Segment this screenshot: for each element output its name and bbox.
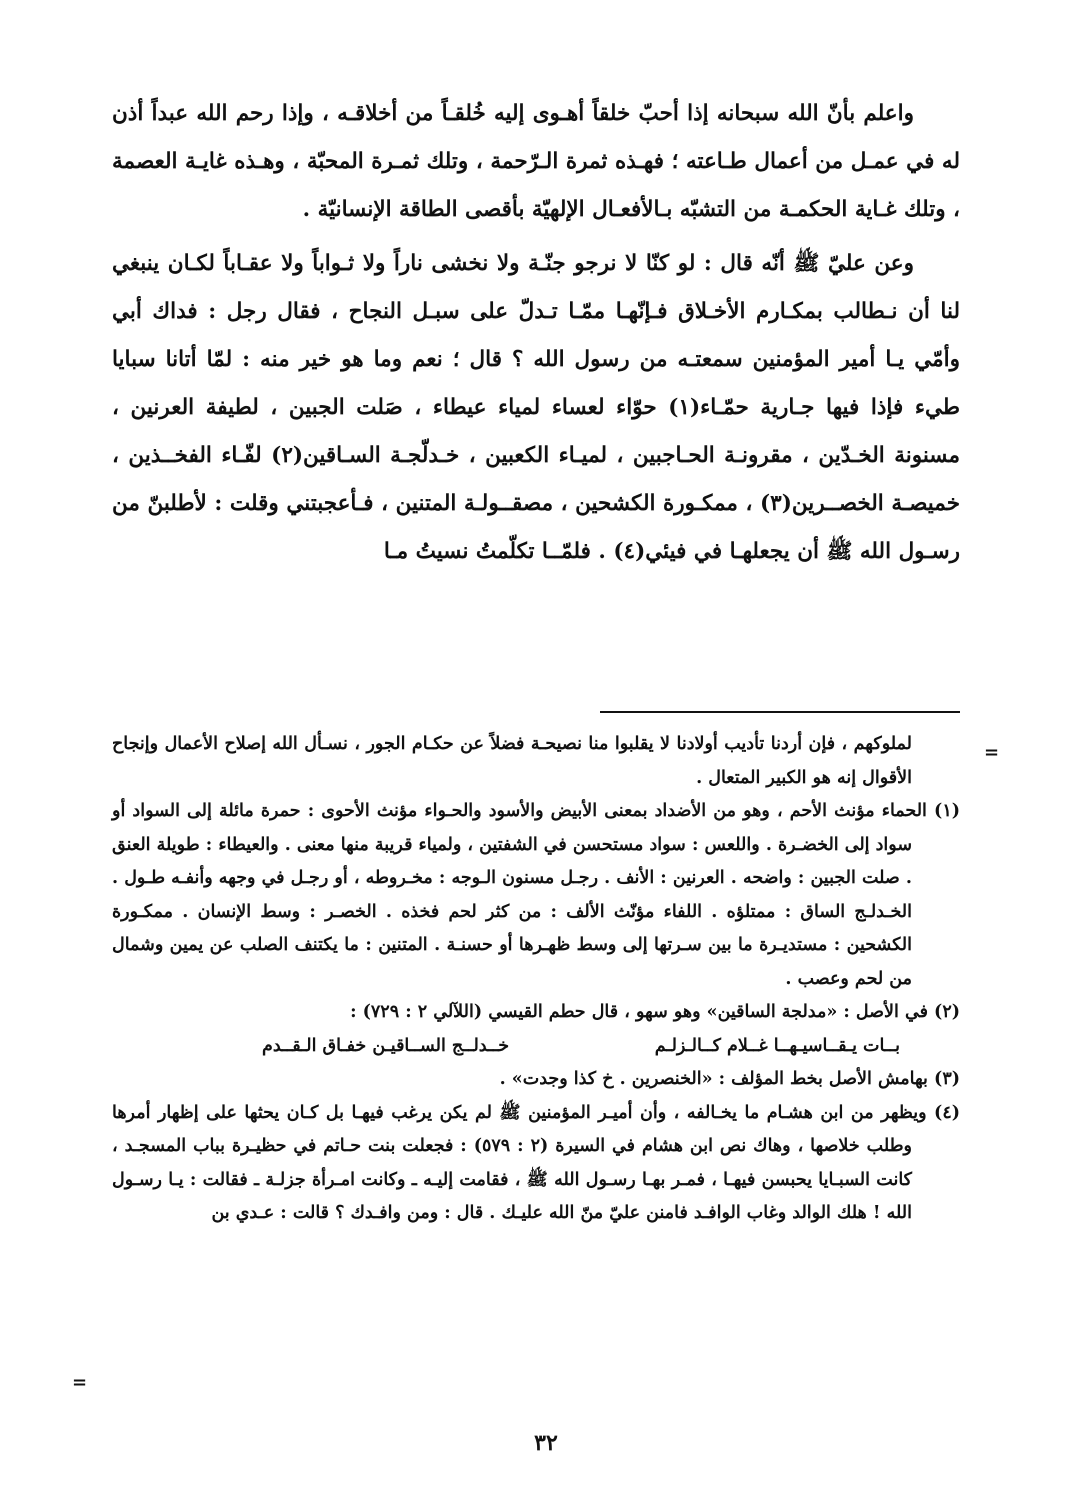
footnote-separator [600,711,960,713]
page-number: ٣٢ [534,1430,558,1456]
poem-verse [112,1030,960,1064]
paragraph-1: واعلم بأنّ الله سبحانه إذا أحبّ خلقاً أهـوى إليه خُلقـاً من أخلاقـه ، وإذا رحم الله عبداً أذن له في عمـل من أعمال طـاعته ؛ فهـذه ثمرة الـرّحمة ، وتلك ثمـرة المحبّة ، وهـذه غايـة العصمة ، وتلك غـاية الحكمـة من التشبّه بـالأفعـال الإلهيّة بأقصى الطاقة الإنسانيّة . [112,101,960,222]
footnote-4: (٤) ويظهر من ابن هشـام ما يخـالفه ، وأن أميـر المؤمنين ﷺ لم يكن يرغب فيهـا بل كـان يحثها على إظهار أمرها وطلب خلاصها ، وهاك نص ابن هشام في السيرة (٢ : ٥٧٩) : فجعلت بنت حـاتم في حظيـرة بباب المسجـد ، كانت السبـايا يحبسن فيهـا ، فمـر بهـا رسـول الله ﷺ ، فقامت إليـه ـ وكانت امـرأة جزلـة ـ فقالت : يـا رسـول الله ! هلك الوالد وغاب الوافـد فامنن عليّ منّ الله عليـك . قال : ومن وافـدك ؟ قالت : عـدي بن [112,1102,960,1223]
footnote-2: (٢) في الأصل : «مدلجة الساقين» وهو سهو ، قال حطم القيسي (اللآلي ٢ : ٧٢٩) : [350,1002,960,1022]
footnotes [112,728,960,1231]
main-text [112,90,960,576]
footnote-continuation: لملوكهم ، فإن أردنا تأديب أولادنا لا يقلبوا منا نصيحـة فضلاً عن حكـام الجور ، نسـأل الله إصلاح الأعمال وإنجاح الأقوال إنه هو الكبير المتعال . [112,734,912,788]
footnote-1: (١) الحماء مؤنث الأحم ، وهو من الأضداد بمعنى الأبيض والأسود والحـواء مؤنث الأحوى : حمرة مائلة إلى السواد أو سواد إلى الخضـرة . واللعس : سواد مستحسن في الشفتين ، ولمياء قريبة منها معنى . والعيطاء : طويلة العنق . صلت الجبين : واضحه . العرنين : الأنف . رجـل مسنون الـوجه : مخـروطه ، أو رجـل في وجهه وأنفـه طـول . الخـدلـج الساق : ممتلؤه . اللفاء مؤنّث الألف : من كثر لحم فخذه . الخصـر : وسط الإنسان . ممكـورة الكشحين : مستديـرة ما بين سـرتها إلى وسط ظهـرها أو حسنـة . المتنين : ما يكتنف الصلب عن يمين وشمال من لحم وعصب . [112,801,960,989]
verse-first-hemistich: بــات يـقــاسيـهــا غــلام كــالـزلـم [654,1035,900,1056]
continuation-marker: = [984,742,1000,763]
footnote-3: (٣) بهامش الأصل بخط المؤلف : «الخنصرين . خ كذا وجدت» . [499,1069,960,1089]
end-continuation-marker: = [72,1372,88,1393]
paragraph-2: وعن عليّ ﷺ أنّه قال : لو كنّا لا نرجو جنّـة ولا نخشى ناراً ولا ثـواباً ولا عقـاباً لكـان ينبغي لنا أن نـطالب بمكـارم الأخـلاق فـإنّهـا ممّـا تـدلّ على سبـل النجاح ، فقال رجل : فداك أبي وأمّي يـا أمير المؤمنين سمعتـه من رسول الله ؟ قال ؛ نعم وما هو خير منه : لمّا أتانا سبايا طيء فإذا فيها جـارية حمّـاء(١) حوّاء لعساء لمياء عيطاء ، صَلت الجبين ، لطيفة العرنين ، مسنونة الخـدّين ، مقرونـة الحـاجبين ، لميـاء الكعبين ، خـدلّجـة السـاقين(٢) لفّـاء الفخــذين ، خميصـة الخصــرين(٣) ، ممكـورة الكشحين ، مصقــولـة المتنين ، فـأعجبتني وقلت : لأطلبنّ من رسـول الله ﷺ أن يجعلهـا في فيئي(٤) . فلمّــا تكلّمتُ نسيتُ مـا [112,251,961,564]
verse-second-hemistich: خــدلــج الســاقيـن خفـاق الـقــدم [262,1035,510,1056]
